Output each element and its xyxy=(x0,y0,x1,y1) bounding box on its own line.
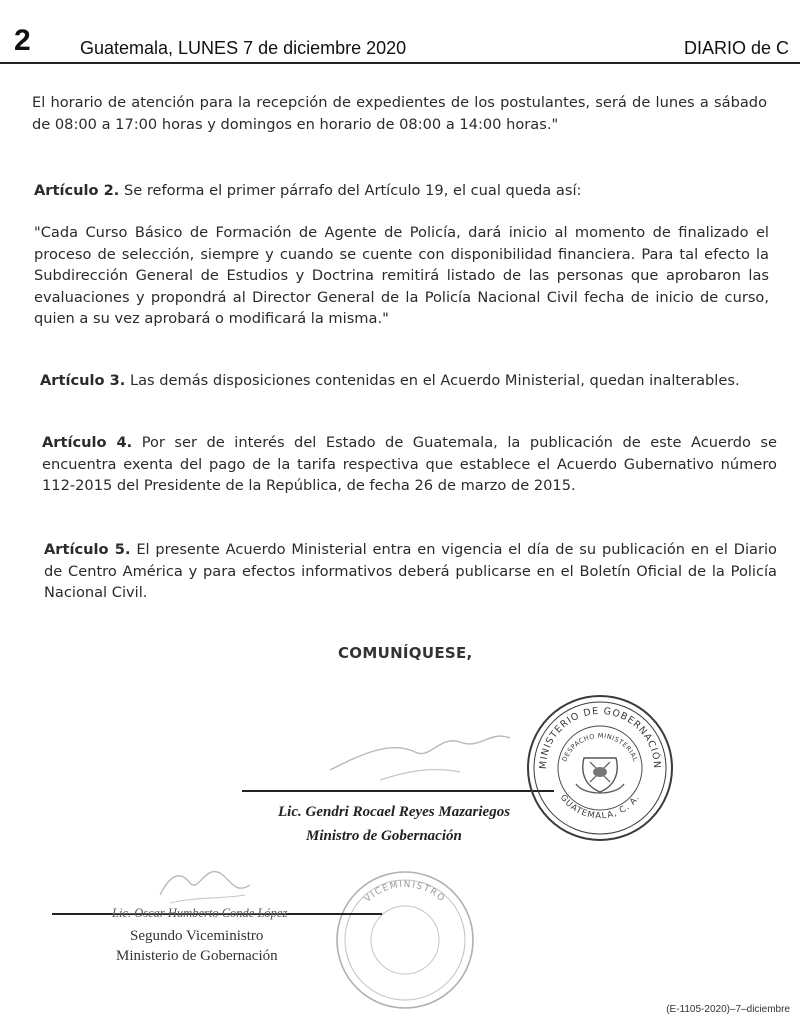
faded-seal-text: VICEMINISTRO xyxy=(362,879,448,905)
minister-title: Ministro de Gobernación xyxy=(306,828,462,844)
closing-word: COMUNÍQUESE, xyxy=(338,644,473,662)
newspaper-name: DIARIO de C xyxy=(684,38,790,58)
article-2-text: Se reforma el primer párrafo del Artículo 19, el cual queda así: xyxy=(119,182,582,199)
minister-signature-line xyxy=(242,790,554,792)
article-2-heading: Artículo 2. xyxy=(34,182,120,199)
intro-paragraph: El horario de atención para la recepción de expedientes de los postulantes, será de lunes a sábado de 08:00 a 17:00 horas y domingos en horario de 08:00 a 14:00 horas." xyxy=(32,94,767,133)
svg-text:VICEMINISTRO xyxy=(363,880,447,905)
ministry-official-seal xyxy=(520,688,680,848)
seal-outer-text: MINISTERIO DE GOBERNACIÓN xyxy=(537,705,663,770)
vice-minister-name: Lic. Oscar Humberto Conde López xyxy=(112,906,288,920)
header-date-line: Guatemala, LUNES 7 de diciembre 2020 xyxy=(80,38,407,58)
page-header xyxy=(0,0,800,64)
header-divider xyxy=(0,62,800,64)
article-3-text: Las demás disposiciones contenidas en el Acuerdo Ministerial, quedan inalterables. xyxy=(125,372,740,389)
article-5-paragraph xyxy=(44,539,777,604)
seal-inner-text: DESPACHO MINISTERIAL xyxy=(560,731,640,763)
vice-minister-handwritten-signature xyxy=(150,855,270,910)
page-number: 2 xyxy=(14,24,31,57)
article-3-heading: Artículo 3. xyxy=(40,372,126,389)
quoted-article-19-paragraph: "Cada Curso Básico de Formación de Agente de Policía, dará inicio al momento de finalizado el proceso de selección, siempre y cuando se cuente con disponibilidad financiera. Para tal efecto la Subdirección General de Estudios y Doctrina remitirá listado de las personas que aprobaron las evaluaciones y propondrá al Director General de la Policía Nacional Civil fecha de inicio de curso, quien a su vez aprobará o modificará la misma." xyxy=(34,224,769,327)
article-5-heading: Artículo 5. xyxy=(44,541,131,558)
minister-name: Lic. Gendri Rocael Reyes Mazariegos xyxy=(278,804,511,820)
publication-code: (E-1105-2020)–7–diciembre xyxy=(666,1004,790,1015)
article-3-paragraph xyxy=(40,370,770,392)
vice-minister-organization: Ministerio de Gobernación xyxy=(116,948,278,964)
article-4-text: Por ser de interés del Estado de Guatemala, la publicación de este Acuerdo se encuentra exenta del pago de la tarifa respectiva que establece el Acuerdo Gubernativo número 112-2015 del Presidente de la República, de fecha 26 de marzo de 2015. xyxy=(42,434,777,494)
vice-minister-title: Segundo Viceministro xyxy=(130,928,264,944)
vice-ministry-faded-seal xyxy=(330,865,480,1015)
article-5-text: El presente Acuerdo Ministerial entra en vigencia el día de su publicación en el Diario de Centro América y para efectos informativos deberá publicarse en el Boletín Oficial de la Policía Nacional Civil. xyxy=(44,541,777,601)
seal-bottom-text: GUATEMALA, C. A. xyxy=(557,792,643,822)
article-4-paragraph xyxy=(42,432,777,497)
minister-handwritten-signature xyxy=(320,700,540,795)
article-4-heading: Artículo 4. xyxy=(42,434,133,451)
coat-of-arms-icon xyxy=(576,758,624,793)
article-2-paragraph xyxy=(34,180,769,202)
